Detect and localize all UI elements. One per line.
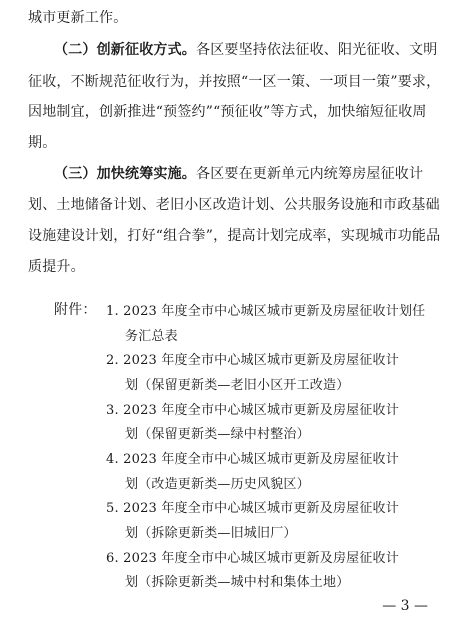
section-2-heading: （二）创新征收方式。	[54, 42, 196, 58]
attachment-item-4-line-2: 划（改造更新类—历史风貌区）	[125, 476, 310, 492]
attachment-item-3-line-1: 3. 2023 年度全市中心城区城市更新及房屋征收计	[106, 402, 399, 418]
attachment-item-3-line-2: 划（保留更新类—绿中村整治）	[125, 427, 310, 443]
attachment-item-2-line-2: 划（保留更新类—老旧小区开工改造）	[125, 378, 350, 393]
section-3-text-1: 各区要在更新单元内统筹房屋征收计	[196, 166, 424, 182]
paragraph-tail: 城市更新工作。	[28, 10, 128, 26]
section-3-line-4: 质提升。	[28, 259, 85, 275]
section-3-heading: （三）加快统筹实施。	[54, 166, 196, 182]
attachment-item-6-line-2: 划（拆除更新类—城中村和集体土地）	[125, 575, 350, 591]
section-3-line-3: 设施建设计划，打好“组合拳”，提高计划完成率，实现城市功能品	[28, 228, 441, 244]
section-3-line-1	[54, 164, 423, 184]
section-3-line-2: 划、土地储备计划、老旧小区改造计划、公共服务设施和市政基础	[28, 197, 440, 213]
attachment-item-5-line-1: 5. 2023 年度全市中心城区城市更新及房屋征收计	[106, 501, 399, 517]
section-2-line-1	[54, 40, 437, 60]
section-2-text-1: 各区要坚持依法征收、阳光征收、文明	[196, 42, 438, 58]
section-2-line-2: 征收，不断规范征收行为，并按照“一区一策、一项目一策”要求，	[28, 74, 441, 90]
attachment-item-6-line-1: 6. 2023 年度全市中心城区城市更新及房屋征收计	[106, 550, 399, 566]
section-2-line-3: 因地制宜，创新推进“预签约”“预征收”等方式，加快缩短征收周	[28, 104, 427, 120]
page-number: — 3 —	[382, 598, 428, 614]
attachment-item-2-line-1: 2. 2023 年度全市中心城区城市更新及房屋征收计	[106, 353, 399, 369]
section-2-line-4: 期。	[28, 135, 57, 151]
attachment-item-5-line-2: 划（拆除更新类—旧城旧厂）	[125, 526, 297, 541]
attachment-item-1-line-2: 务汇总表	[125, 328, 178, 344]
attachments-label: 附件：	[54, 302, 97, 318]
attachment-item-4-line-1: 4. 2023 年度全市中心城区城市更新及房屋征收计	[106, 452, 399, 467]
attachment-item-1-line-1: 1. 2023 年度全市中心城区城市更新及房屋征收计划任	[106, 304, 426, 319]
